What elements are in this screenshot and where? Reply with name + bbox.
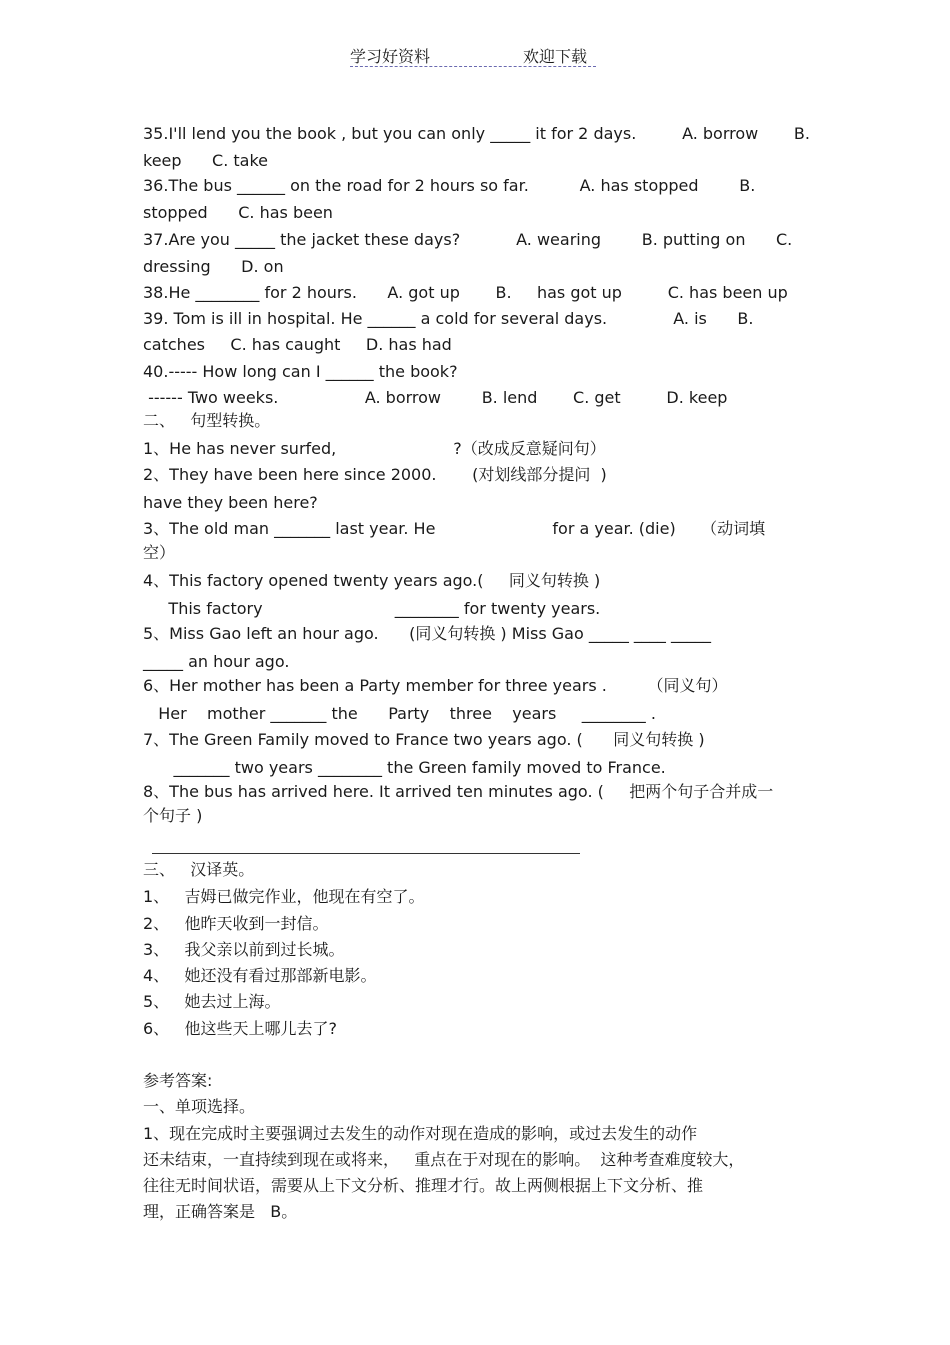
s2-item6: 6、Her mother has been a Party member for three years . （同义句） xyxy=(143,676,728,695)
section3-heading: 三、 汉译英。 xyxy=(143,860,255,879)
s3-item6: 6、 他这些天上哪儿去了? xyxy=(143,1019,337,1038)
q35-line2: keep C. take xyxy=(143,151,269,170)
q36-line1: 36.The bus ______ on the road for 2 hours so far. A. has stopped B. xyxy=(143,176,756,195)
s3-item2: 2、 他昨天收到一封信。 xyxy=(143,914,329,933)
s2-item7: 7、The Green Family moved to France two years ago. ( 同义句转换 ) xyxy=(143,730,705,749)
q37-line2: dressing D. on xyxy=(143,257,284,276)
s2-item4: 4、This factory opened twenty years ago.( 同义句转换 ) xyxy=(143,571,601,590)
answer-text-line1: 1、现在完成时主要强调过去发生的动作对现在造成的影响，或过去发生的动作 xyxy=(143,1124,698,1143)
s3-item5: 5、 她去过上海。 xyxy=(143,992,281,1011)
q37-line1: 37.Are you _____ the jacket these days? A. wearing B. putting on C. xyxy=(143,230,793,249)
s2-item2: 2、They have been here since 2000. (对划线部分提问 ) xyxy=(143,465,607,484)
answers-heading: 参考答案: xyxy=(143,1071,213,1090)
q39-line1: 39. Tom is ill in hospital. He ______ a cold for several days. A. is B. xyxy=(143,309,754,328)
s2-item2-cont: have they been here? xyxy=(143,493,318,512)
header-right-text: 欢迎下载 xyxy=(523,47,588,66)
s2-item5-cont: _____ an hour ago. xyxy=(143,652,290,671)
s2-item6-cont: Her mother _______ the Party three years ________ . xyxy=(143,704,656,723)
s2-item7-cont: _______ two years ________ the Green family moved to France. xyxy=(143,758,666,777)
q36-line2: stopped C. has been xyxy=(143,203,333,222)
section2-heading: 二、 句型转换。 xyxy=(143,411,271,430)
answer-text-line2: 还未结束，一直持续到现在或将来， 重点在于对现在的影响。 这种考查难度较大， xyxy=(143,1150,745,1169)
s2-item3-cont: 空） xyxy=(143,543,176,562)
page-header xyxy=(350,40,596,67)
answers-section1-heading: 一、单项选择。 xyxy=(143,1097,256,1116)
s2-item8: 8、The bus has arrived here. It arrived ten minutes ago. ( 把两个句子合并成一 xyxy=(143,782,774,801)
q35-line1: 35.I'll lend you the book , but you can only _____ it for 2 days. A. borrow B. xyxy=(143,124,810,143)
s2-item3: 3、The old man _______ last year. He for a year. (die) （动词填 xyxy=(143,519,766,538)
s2-item8-cont: 个句子 ) xyxy=(143,806,203,825)
s3-item1: 1、 吉姆已做完作业，他现在有空了。 xyxy=(143,887,425,906)
q39-line2: catches C. has caught D. has had xyxy=(143,335,452,354)
answer-text-line4: 理，正确答案是 B。 xyxy=(143,1202,298,1221)
header-left-text: 学习好资料 xyxy=(350,47,431,66)
answer-blank-line xyxy=(152,853,580,854)
q40-line1: 40.----- How long can I ______ the book? xyxy=(143,362,458,381)
q40-line2: ------ Two weeks. A. borrow B. lend C. get D. keep xyxy=(143,388,728,407)
s2-item4-cont: This factory ________ for twenty years. xyxy=(143,599,601,618)
s2-item5: 5、Miss Gao left an hour ago. (同义句转换 ) Miss Gao _____ ____ _____ xyxy=(143,624,712,643)
s2-item1: 1、He has never surfed, ?（改成反意疑问句） xyxy=(143,439,606,458)
s3-item4: 4、 她还没有看过那部新电影。 xyxy=(143,966,377,985)
answer-text-line3: 往往无时间状语，需要从上下文分析、推理才行。故上两侧根据上下文分析、推 xyxy=(143,1176,704,1195)
s3-item3: 3、 我父亲以前到过长城。 xyxy=(143,940,345,959)
q38-line: 38.He ________ for 2 hours. A. got up B. has got up C. has been up xyxy=(143,283,788,302)
